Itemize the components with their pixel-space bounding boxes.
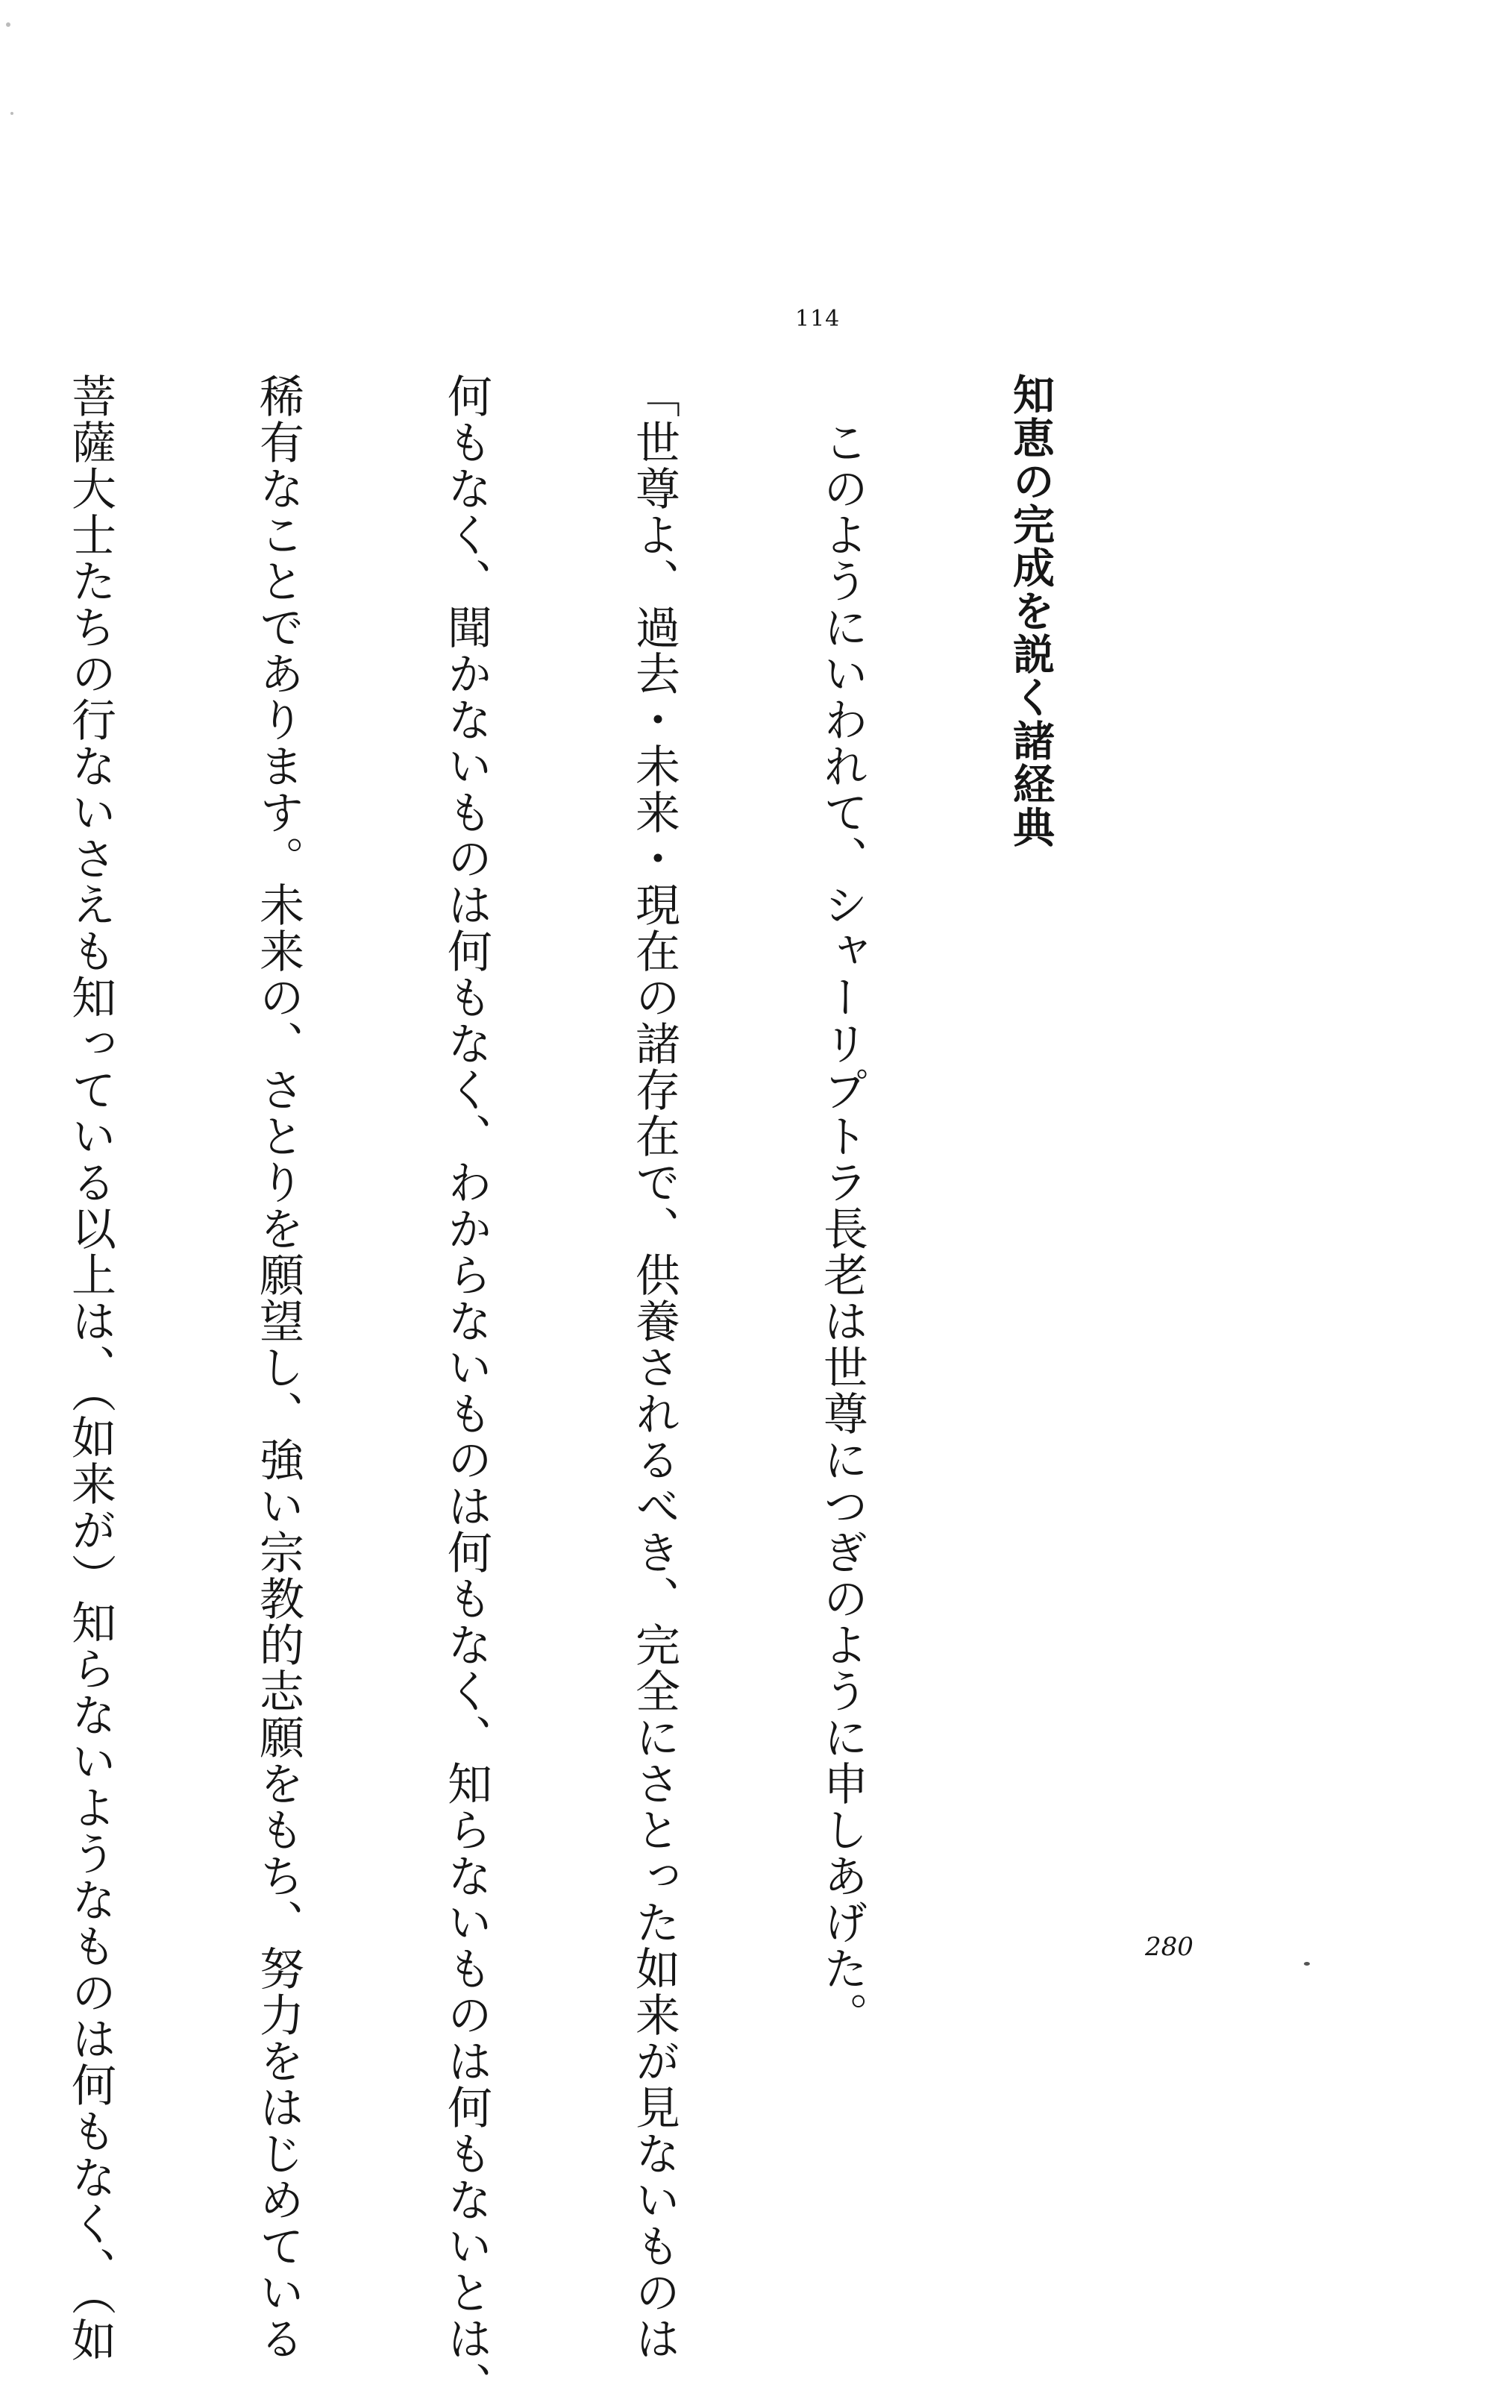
running-page-number: 114	[795, 306, 841, 332]
text-column: 何もなく、聞かないものは何もなく、わからないものは何もなく、知らないものは何もないとは、	[440, 373, 492, 2408]
page-number: 280	[1145, 1932, 1193, 1962]
vertical-text-block	[0, 373, 1187, 2408]
text-column: 菩薩大士たちの行ないさえも知っている以上は、（如来が）知らないようなものは何もなく、（如	[64, 373, 116, 2363]
text-column: 「世尊よ、過去・未来・現在の諸存在で、供養されるべき、完全にさとった如来が見ないものは	[628, 373, 680, 2362]
section-heading: 知恵の完成を説く諸経典	[1006, 373, 1055, 849]
scan-speck	[10, 112, 13, 115]
scan-speck	[1304, 1962, 1310, 1966]
text-column: このようにいわれて、シャーリプトラ長老は世尊につぎのように申しあげた。	[816, 373, 868, 2038]
text-column: 稀有なことであります。未来の、さとりを願望し、強い宗教的志願をもち、努力をはじめている	[252, 373, 304, 2362]
scan-speck	[6, 22, 10, 27]
